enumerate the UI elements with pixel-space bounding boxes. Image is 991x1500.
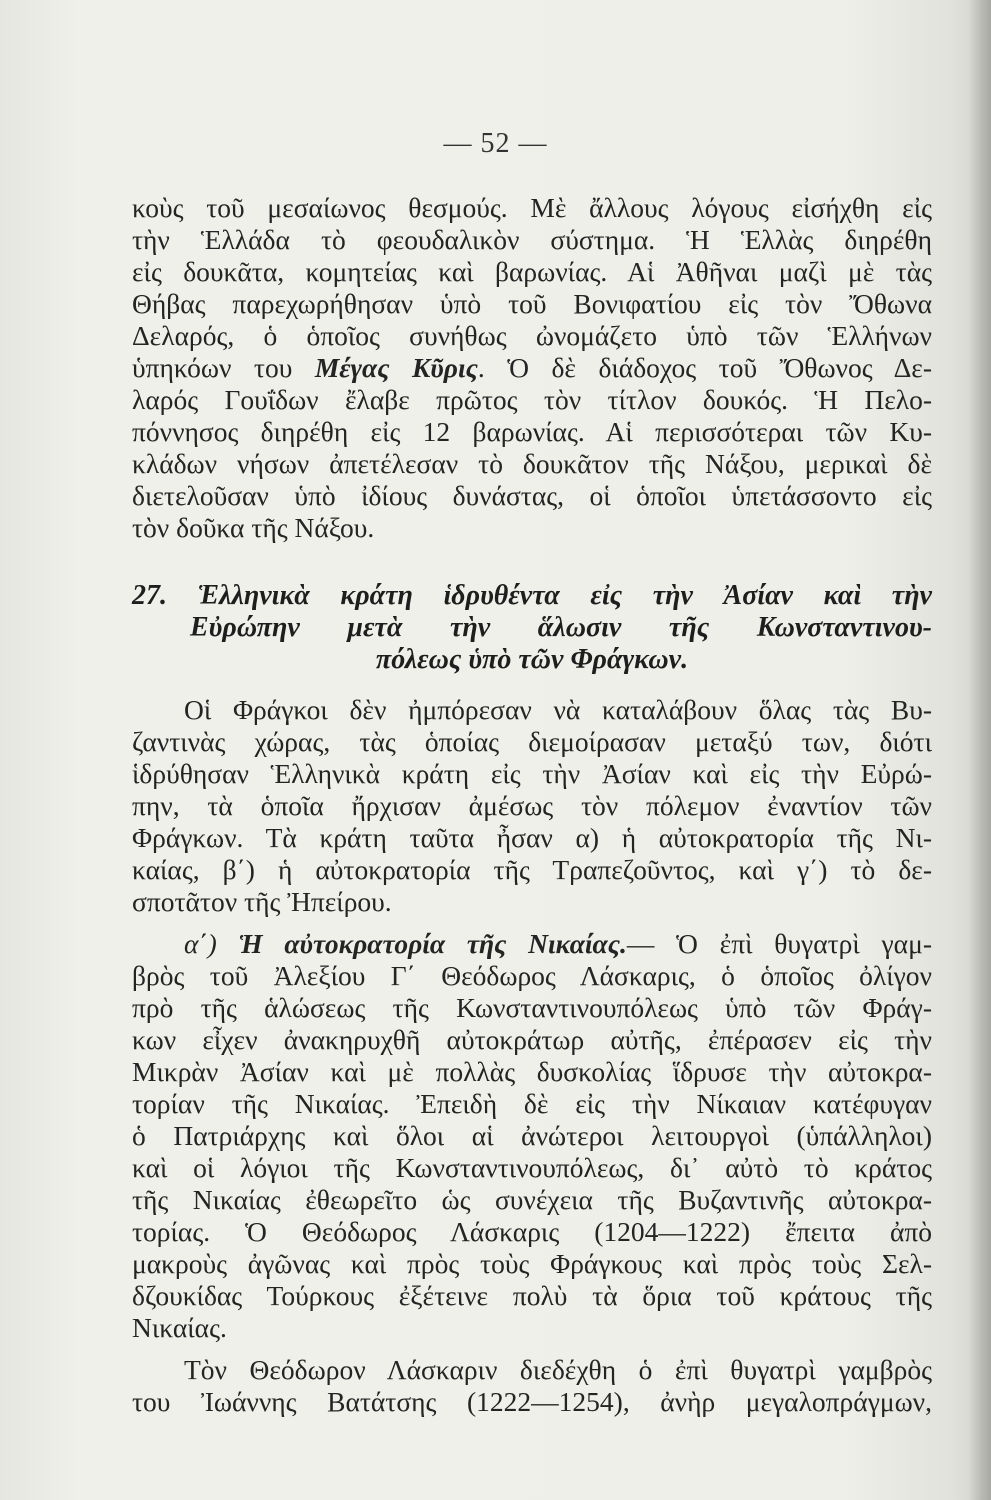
page-number: — 52 —: [443, 128, 548, 159]
text-line: ζαντινὰς χώρας, τὰς ὁποίας διεμοίρασαν μεταξύ των, διότι: [132, 726, 932, 757]
text-line: Θήβας παρεχωρήθησαν ὑπὸ τοῦ Βονιφατίου εἰς τὸν Ὄθωνα: [132, 288, 932, 319]
text-fragment: ὑπηκόων του: [132, 352, 315, 383]
text-line: τορίαν τῆς Νικαίας. Ἐπειδὴ δὲ εἰς τὴν Νίκαιαν κατέφυγαν: [132, 1088, 932, 1119]
text-line: Οἱ Φράγκοι δὲν ἠμπόρεσαν νὰ καταλάβουν ὅλας τὰς Βυ-: [184, 694, 932, 725]
text-line: μακροὺς ἀγῶνας καὶ πρὸς τοὺς Φράγκους καὶ πρὸς τοὺς Σελ-: [132, 1248, 932, 1279]
heading-line: πόλεως ὑπὸ τῶν Φράγκων.: [375, 644, 689, 675]
text-line: τὴν Ἑλλάδα τὸ φεουδαλικὸν σύστημα. Ἡ Ἑλλὰς διηρέθη: [132, 224, 932, 255]
paragraph-feudal-system: [132, 192, 932, 544]
text-fragment: . Ὁ δὲ διάδοχος τοῦ Ὄθωνος Δε-: [477, 352, 932, 383]
text-line: κλάδων νήσων ἀπετέλεσαν τὸ δουκᾶτον τῆς Νάξου, μερικαὶ δὲ: [132, 448, 932, 479]
text-line: ἱδρύθησαν Ἑλληνικὰ κράτη εἰς τὴν Ἀσίαν καὶ εἰς τὴν Εὐρώ-: [132, 758, 932, 789]
text-line: σποτᾶτον τῆς Ἠπείρου.: [132, 886, 392, 917]
text-fragment: — Ὁ ἐπὶ θυγατρὶ γαμ-: [626, 928, 932, 959]
text-line: πην, τὰ ὁποῖα ἤρχισαν ἀμέσως τὸν πόλεμον ἐναντίον τῶν: [132, 790, 932, 821]
text-line: Τὸν Θεόδωρον Λάσκαριν διεδέχθη ὁ ἐπὶ θυγατρὶ γαμβρὸς: [184, 1354, 932, 1385]
paragraph-john-vatatzes: [132, 1354, 932, 1418]
text-line: Φράγκων. Τὰ κράτη ταῦτα ἦσαν α) ἡ αὐτοκρατορία τῆς Νι-: [132, 822, 932, 853]
text-line: δζουκίδας Τούρκους ἐξέτεινε πολὺ τὰ ὅρια τοῦ κράτους τῆς: [132, 1280, 932, 1311]
text-line: βρὸς τοῦ Ἀλεξίου Γ΄ Θεόδωρος Λάσκαρις, ὁ ὁποῖος ὀλίγον: [132, 960, 932, 991]
heading-line: Εὐρώπην μετὰ τὴν ἅλωσιν τῆς Κωνσταντινου-: [190, 612, 932, 643]
text-line: τορίας. Ὁ Θεόδωρος Λάσκαρις (1204—1222) ἔπειτα ἀπὸ: [132, 1216, 932, 1247]
text-line: [132, 928, 932, 960]
text-line: κοὺς τοῦ μεσαίωνος θεσμούς. Μὲ ἄλλους λόγους εἰσήχθη εἰς: [132, 192, 932, 223]
text-line: Μικρὰν Ἀσίαν καὶ μὲ πολλὰς δυσκολίας ἵδρυσε τὴν αὐτοκρα-: [132, 1056, 932, 1087]
subsection-marker: α΄): [184, 928, 239, 959]
section-heading-27: [132, 580, 932, 676]
text-line: πρὸ τῆς ἁλώσεως τῆς Κωνσταντινουπόλεως ὑπὸ τῶν Φράγ-: [132, 992, 932, 1023]
text-line: καίας, β΄) ἡ αὐτοκρατορία τῆς Τραπεζοῦντος, καὶ γ΄) τὸ δε-: [132, 854, 932, 885]
text-line: ὁ Πατριάρχης καὶ ὅλοι αἱ ἀνώτεροι λειτουργοὶ (ὑπάλληλοι): [132, 1120, 932, 1151]
text-line: του Ἰωάννης Βατάτσης (1222—1254), ἀνὴρ μεγαλοπράγμων,: [132, 1386, 932, 1417]
text-line: καὶ οἱ λόγιοι τῆς Κωνσταντινουπόλεως, δι᾽ αὐτὸ τὸ κράτος: [132, 1152, 932, 1183]
paragraph-empire-of-nicaea: [132, 928, 932, 1344]
text-line: διετελοῦσαν ὑπὸ ἰδίους δυνάστας, οἱ ὁποῖοι ὑπετάσσοντο εἰς: [132, 480, 932, 511]
text-line: [132, 352, 932, 384]
text-line: Δελαρός, ὁ ὁποῖος συνήθως ὠνομάζετο ὑπὸ τῶν Ἑλλήνων: [132, 320, 932, 351]
text-line: πόννησος διηρέθη εἰς 12 βαρωνίας. Αἱ περισσότεραι τῶν Κυ-: [132, 416, 932, 447]
page-gutter-shadow: [969, 0, 991, 1500]
text-line: τὸν δοῦκα τῆς Νάξου.: [132, 512, 375, 543]
heading-line: 27. Ἑλληνικὰ κράτη ἱδρυθέντα εἰς τὴν Ἀσίαν καὶ τὴν: [132, 580, 932, 611]
text-line: κων εἶχεν ἀνακηρυχθῆ αὐτοκράτωρ αὐτῆς, ἐπέρασεν εἰς τὴν: [132, 1024, 932, 1055]
text-line: λαρός Γουΐδων ἔλαβε πρῶτος τὸν τίτλον δουκός. Ἡ Πελο-: [132, 384, 932, 415]
text-line: εἰς δουκᾶτα, κομητείας καὶ βαρωνίας. Αἱ Ἀθῆναι μαζὶ μὲ τὰς: [132, 256, 932, 287]
subsection-heading: Ἡ αὐτοκρατορία τῆς Νικαίας.: [238, 928, 627, 959]
emphasized-title: Μέγας Κῦρις: [314, 352, 478, 383]
text-line: Νικαίας.: [132, 1312, 227, 1343]
text-line: τῆς Νικαίας ἐθεωρεῖτο ὡς συνέχεια τῆς Βυζαντινῆς αὐτοκρα-: [132, 1184, 932, 1215]
paragraph-greek-states: [132, 694, 932, 918]
